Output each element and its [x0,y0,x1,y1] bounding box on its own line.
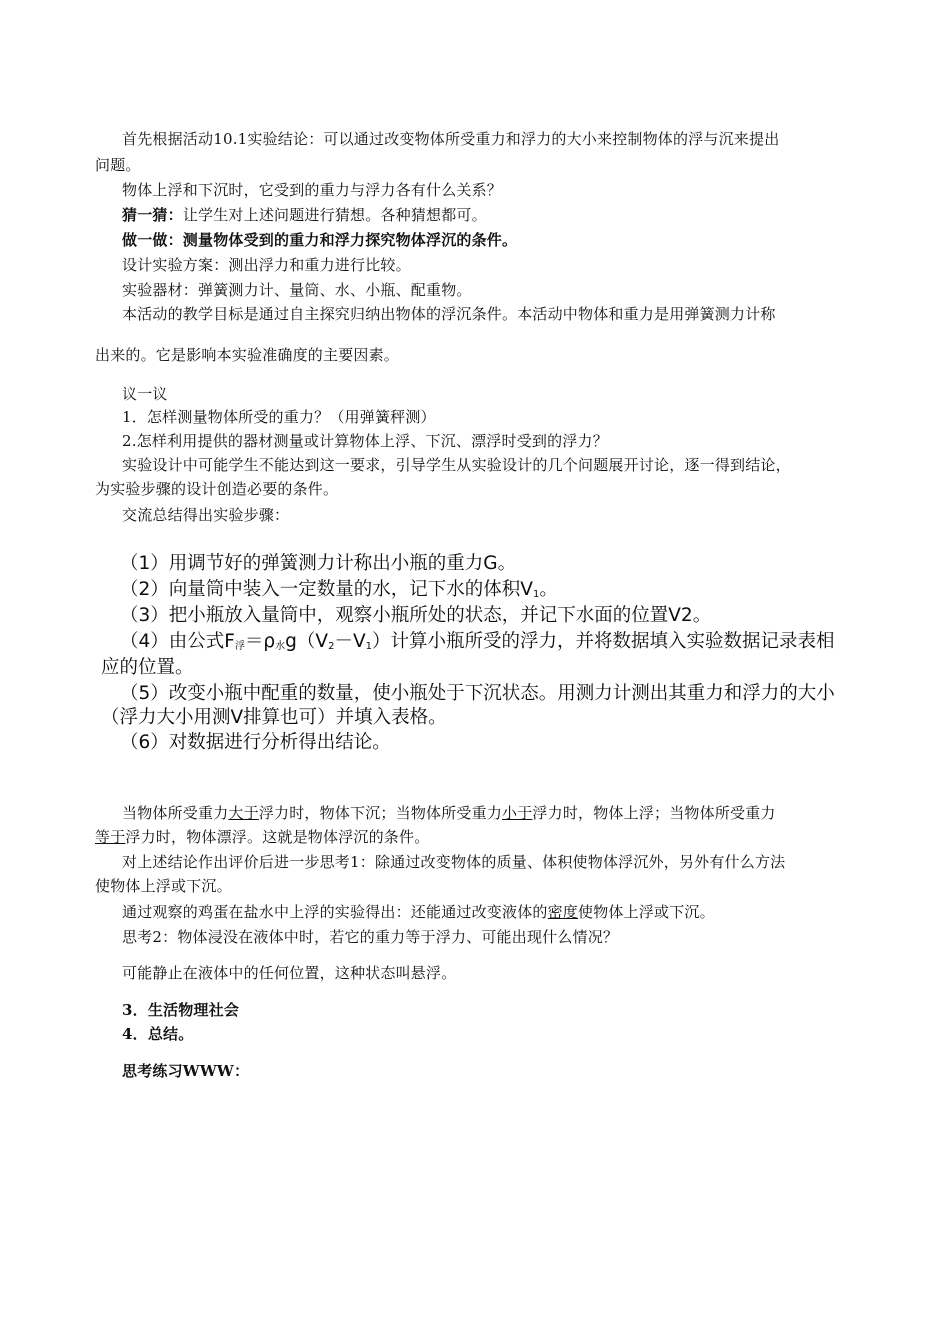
intro-question: 物体上浮和下沉时，它受到的重力与浮力各有什么关系？ [122,181,503,199]
step-5-line-2: （浮力大小用测V排算也可）并填入表格。 [101,707,447,728]
step-4: （4）由公式$F_浮=\rho_水g(V_2-V_1)$计算小瓶所受的浮力，并将数据填入实验数据记录表相 [120,631,835,652]
guess-text: 让学生对上述问题进行猜想。各种猜想都可。 [182,206,487,224]
discuss-q2: 2.怎样利用提供的器材测量或计算物体上浮、下沉、漂浮时受到的浮力？ [122,432,608,450]
discuss-note-1: 实验设计中可能学生不能达到这一要求，引导学生从实验设计的几个问题展开讨论，逐一得到结论， [122,456,791,474]
section-4-heading: 4．总结。 [122,1025,194,1043]
section-3-heading: 3．生活物理社会 [122,1001,240,1019]
conclusion-line-2: 等于浮力时，物体漂浮。这就是物体浮沉的条件。 [95,828,430,846]
think2-line: 思考2：物体浸没在液体中时，若它的重力等于浮力、可能出现什么情况？ [122,928,619,946]
egg-line: 通过观察的鸡蛋在盐水中上浮的实验得出：还能通过改变液体的密度使物体上浮或下沉。 [122,903,715,921]
step-4-cont: 应的位置。 [101,657,194,678]
guess-paragraph [122,205,487,225]
underlined-greater: 大于 [228,804,259,822]
answer-line: 可能静止在液体中的任何位置，这种状态叫悬浮。 [122,964,457,982]
step-2: （2）向量筒中装入一定数量的水，记下水的体积$V_1$。 [120,579,558,600]
do-heading: 做一做：测量物体受到的重力和浮力探究物体浮沉的条件。 [122,231,518,249]
practice-heading: 思考练习WWW： [122,1062,250,1080]
goal-line-1: 本活动的教学目标是通过自主探究归纳出物体的浮沉条件。本活动中物体和重力是用弹簧测力计称 [122,305,776,323]
plan-line: 设计实验方案：测出浮力和重力进行比较。 [122,256,411,274]
conclusion-line-1: 当物体所受重力大于浮力时，物体下沉；当物体所受重力小于浮力时，物体上浮；当物体所受重力 [122,804,776,822]
discuss-q1: 1．怎样测量物体所受的重力？（用弹簧秤测） [122,408,436,426]
step-5-line-1: （5）改变小瓶中配重的数量，使小瓶处于下沉状态。用测力计测出其重力和浮力的大小 [120,683,835,704]
step-3: （3）把小瓶放入量筒中，观察小瓶所处的状态，并记下水面的位置V2。 [120,605,712,626]
intro-line-2: 问题。 [95,156,141,174]
discuss-note-2: 为实验步骤的设计创造必要的条件。 [95,480,339,498]
guess-label: 猜一猜： [122,206,183,224]
discuss-title: 议一议 [122,385,168,403]
underlined-less: 小于 [502,804,533,822]
step-6: （6）对数据进行分析得出结论。 [120,732,391,753]
think1-line-1: 对上述结论作出评价后进一步思考1：除通过改变物体的质量、体积使物体浮沉外，另外有什么方法 [122,853,786,871]
think1-line-2: 使物体上浮或下沉。 [95,877,232,895]
underlined-density: 密度 [547,903,579,921]
experiment-steps-image [101,544,858,756]
intro-line-1: 首先根据活动10.1实验结论：可以通过改变物体所受重力和浮力的大小来控制物体的浮与沉来提出 [122,130,780,148]
goal-line-2: 出来的。它是影响本实验准确度的主要因素。 [95,346,400,364]
materials-line: 实验器材：弹簧测力计、量筒、水、小瓶、配重物。 [122,281,472,299]
discuss-summary: 交流总结得出实验步骤： [122,506,290,524]
step-1: （1）用调节好的弹簧测力计称出小瓶的重力G。 [120,553,517,574]
underlined-equal: 等于 [95,828,126,846]
